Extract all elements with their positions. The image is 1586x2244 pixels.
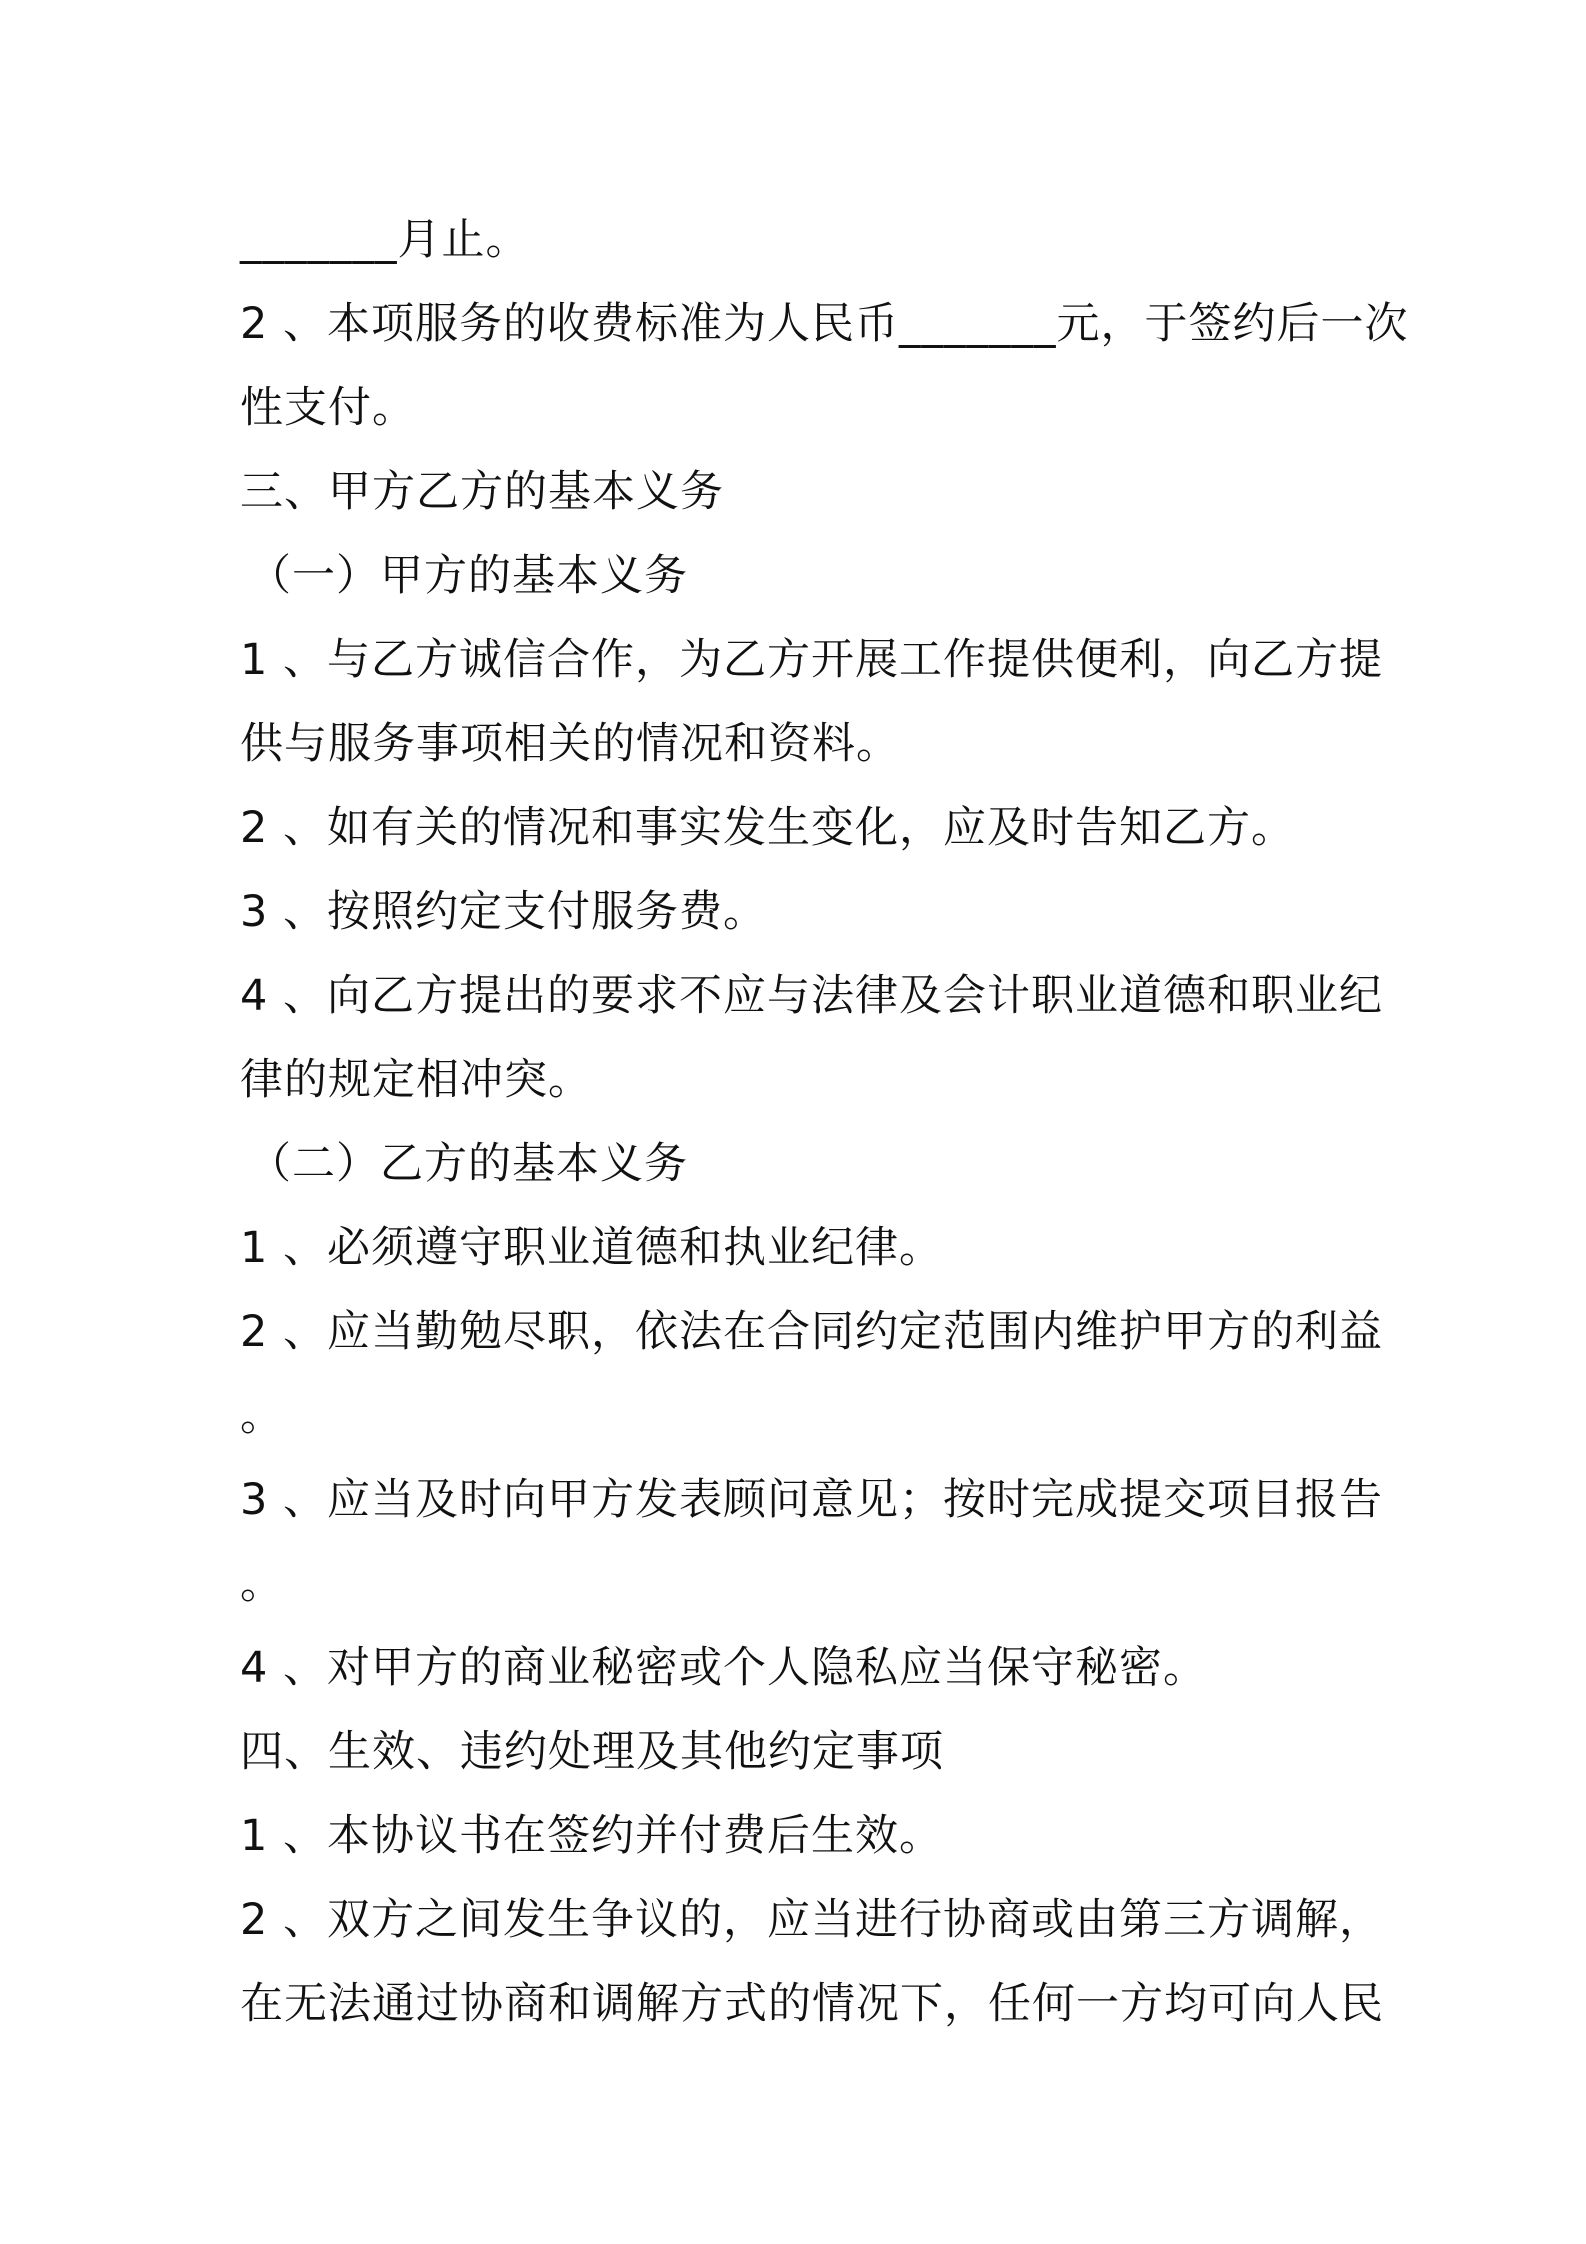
text-line: 4 、向乙方提出的要求不应与法律及会计职业道德和职业纪	[240, 971, 1384, 1021]
text-line: 。	[240, 1559, 284, 1609]
text-line: 1 、与乙方诚信合作，为乙方开展工作提供便利，向乙方提	[240, 635, 1384, 685]
text-line: 供与服务事项相关的情况和资料。	[240, 719, 900, 769]
text-line: 性支付。	[240, 383, 416, 433]
text-line: 4 、对甲方的商业秘密或个人隐私应当保守秘密。	[240, 1643, 1208, 1693]
text-line: 2 、如有关的情况和事实发生变化，应及时告知乙方。	[240, 803, 1296, 853]
text-line: 1 、必须遵守职业道德和执业纪律。	[240, 1223, 944, 1273]
text-line: _______月止。	[240, 215, 530, 265]
subsection-heading: （一）甲方的基本义务	[248, 551, 688, 601]
document-body	[240, 198, 1409, 2046]
text-line: 2 、本项服务的收费标准为人民币_______元，于签约后一次	[240, 299, 1409, 349]
text-line: 2 、应当勤勉尽职，依法在合同约定范围内维护甲方的利益	[240, 1307, 1384, 1357]
text-line: 3 、应当及时向甲方发表顾问意见；按时完成提交项目报告	[240, 1475, 1384, 1525]
text-line: 1 、本协议书在签约并付费后生效。	[240, 1811, 944, 1861]
section-heading: 三、甲方乙方的基本义务	[240, 467, 724, 517]
section-heading: 四、生效、违约处理及其他约定事项	[240, 1727, 944, 1777]
text-line: 。	[240, 1391, 284, 1441]
text-line: 3 、按照约定支付服务费。	[240, 887, 768, 937]
subsection-heading: （二）乙方的基本义务	[248, 1139, 688, 1189]
text-line: 在无法通过协商和调解方式的情况下，任何一方均可向人民	[240, 1979, 1384, 2029]
text-line: 律的规定相冲突。	[240, 1055, 592, 1105]
text-line: 2 、双方之间发生争议的，应当进行协商或由第三方调解，	[240, 1895, 1384, 1945]
